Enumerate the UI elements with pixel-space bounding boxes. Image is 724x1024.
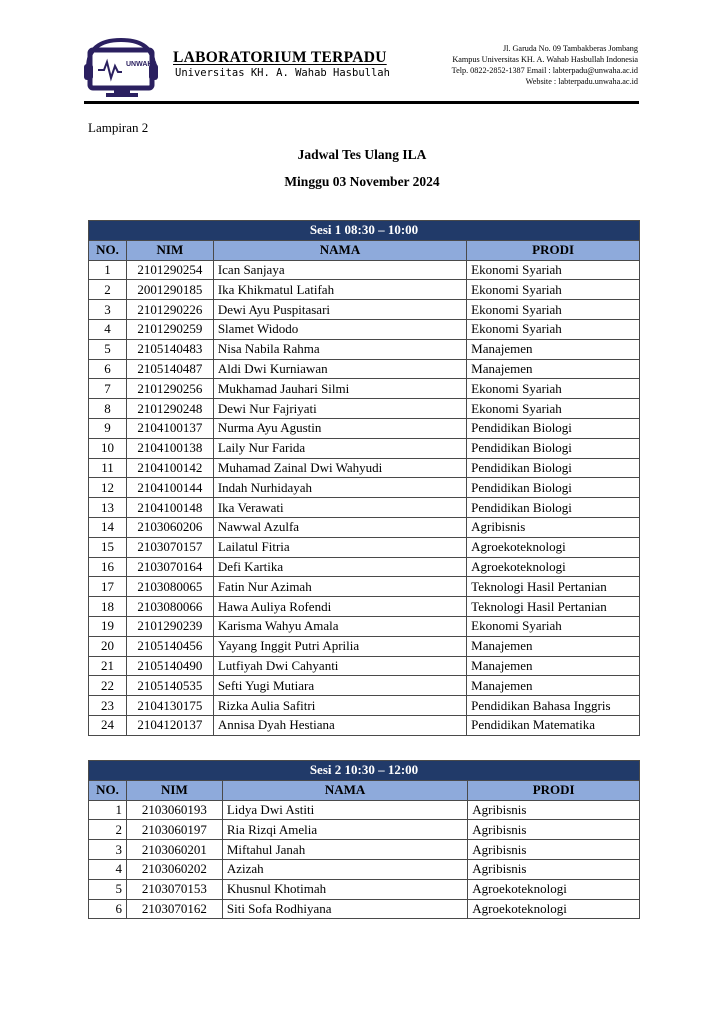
table-row [89, 577, 640, 597]
student-nim: 2103080066 [126, 597, 213, 617]
table-row [89, 399, 640, 419]
student-nim: 2101290259 [126, 319, 213, 339]
study-program: Ekonomi Syariah [467, 260, 640, 280]
student-nim: 2103060193 [126, 800, 222, 820]
table-row [89, 616, 640, 636]
student-name: Indah Nurhidayah [213, 478, 466, 498]
student-name: Nisa Nabila Rahma [213, 339, 466, 359]
column-header-no: NO. [89, 240, 127, 260]
table-row [89, 676, 640, 696]
phone-email-line: Telp. 0822-2852-1387 Email : labterpadu@unwaha.ac.id [451, 66, 638, 75]
student-nim: 2104100144 [126, 478, 213, 498]
row-number: 3 [89, 300, 127, 320]
student-name: Karisma Wahyu Amala [213, 616, 466, 636]
study-program: Ekonomi Syariah [467, 399, 640, 419]
row-number: 17 [89, 577, 127, 597]
contact-block [452, 43, 638, 87]
table-row [89, 260, 640, 280]
study-program: Pendidikan Biologi [467, 438, 640, 458]
student-name: Fatin Nur Azimah [213, 577, 466, 597]
row-number: 4 [89, 319, 127, 339]
study-program: Manajemen [467, 359, 640, 379]
column-header-nama: NAMA [222, 780, 467, 800]
student-name: Ika Verawati [213, 498, 466, 518]
row-number: 7 [89, 379, 127, 399]
table-row [89, 319, 640, 339]
address-line: Jl. Garuda No. 09 Tambakberas Jombang [502, 44, 638, 53]
study-program: Ekonomi Syariah [467, 280, 640, 300]
study-program: Agribisnis [467, 517, 640, 537]
table-row [89, 840, 640, 860]
table-row [89, 280, 640, 300]
row-number: 3 [89, 840, 127, 860]
student-nim: 2103070162 [126, 899, 222, 919]
row-number: 5 [89, 339, 127, 359]
table-row [89, 458, 640, 478]
student-nim: 2104100142 [126, 458, 213, 478]
student-nim: 2001290185 [126, 280, 213, 300]
row-number: 22 [89, 676, 127, 696]
study-program: Ekonomi Syariah [467, 616, 640, 636]
student-nim: 2104120137 [126, 715, 213, 735]
row-number: 2 [89, 280, 127, 300]
session-header: Sesi 1 08:30 – 10:00 [89, 221, 640, 241]
student-name: Nurma Ayu Agustin [213, 418, 466, 438]
document-date: Minggu 03 November 2024 [284, 174, 440, 189]
session-1-rows [89, 260, 640, 735]
student-nim: 2103060201 [126, 840, 222, 860]
row-number: 20 [89, 636, 127, 656]
row-number: 15 [89, 537, 127, 557]
table-row [89, 517, 640, 537]
row-number: 1 [89, 260, 127, 280]
column-header-nim: NIM [126, 780, 222, 800]
student-name: Slamet Widodo [213, 319, 466, 339]
student-name: Lailatul Fitria [213, 537, 466, 557]
session-header: Sesi 2 10:30 – 12:00 [89, 761, 640, 781]
row-number: 6 [89, 899, 127, 919]
row-number: 9 [89, 418, 127, 438]
study-program: Agribisnis [468, 820, 640, 840]
column-header-nim: NIM [126, 240, 213, 260]
column-header-nama: NAMA [213, 240, 466, 260]
column-header-no: NO. [89, 780, 127, 800]
table-row [89, 696, 640, 716]
student-name: Nawwal Azulfa [213, 517, 466, 537]
student-name: Siti Sofa Rodhiyana [222, 899, 467, 919]
student-nim: 2104100138 [126, 438, 213, 458]
table-row [89, 418, 640, 438]
student-name: Dewi Ayu Puspitasari [213, 300, 466, 320]
row-number: 12 [89, 478, 127, 498]
table-row [89, 537, 640, 557]
student-name: Miftahul Janah [222, 840, 467, 860]
row-number: 14 [89, 517, 127, 537]
study-program: Agribisnis [468, 840, 640, 860]
student-name: Ika Khikmatul Latifah [213, 280, 466, 300]
table-row [89, 359, 640, 379]
table-row [89, 636, 640, 656]
letterhead-divider [84, 101, 639, 104]
student-nim: 2103060197 [126, 820, 222, 840]
row-number: 4 [89, 859, 127, 879]
study-program: Pendidikan Biologi [467, 478, 640, 498]
study-program: Manajemen [467, 656, 640, 676]
row-number: 11 [89, 458, 127, 478]
student-nim: 2105140535 [126, 676, 213, 696]
study-program: Teknologi Hasil Pertanian [467, 597, 640, 617]
study-program: Ekonomi Syariah [467, 379, 640, 399]
student-nim: 2105140483 [126, 339, 213, 359]
study-program: Pendidikan Bahasa Inggris [467, 696, 640, 716]
study-program: Agroekoteknologi [467, 537, 640, 557]
student-name: Mukhamad Jauhari Silmi [213, 379, 466, 399]
student-nim: 2101290226 [126, 300, 213, 320]
student-name: Annisa Dyah Hestiana [213, 715, 466, 735]
student-name: Azizah [222, 859, 467, 879]
student-name: Muhamad Zainal Dwi Wahyudi [213, 458, 466, 478]
address-line: Kampus Universitas KH. A. Wahab Hasbullah Indonesia [452, 55, 638, 64]
row-number: 16 [89, 557, 127, 577]
student-nim: 2103070157 [126, 537, 213, 557]
session-2-rows [89, 800, 640, 919]
student-nim: 2103070164 [126, 557, 213, 577]
table-row [89, 300, 640, 320]
student-nim: 2103060206 [126, 517, 213, 537]
student-nim: 2103070153 [126, 879, 222, 899]
session-1-table [88, 220, 640, 736]
student-name: Hawa Auliya Rofendi [213, 597, 466, 617]
logo-text: UNWAHA [126, 61, 158, 68]
study-program: Ekonomi Syariah [467, 300, 640, 320]
table-row [89, 820, 640, 840]
table-row [89, 478, 640, 498]
student-nim: 2101290239 [126, 616, 213, 636]
table-row [89, 339, 640, 359]
student-nim: 2101290256 [126, 379, 213, 399]
table-row [89, 438, 640, 458]
study-program: Teknologi Hasil Pertanian [467, 577, 640, 597]
study-program: Pendidikan Biologi [467, 498, 640, 518]
student-nim: 2105140487 [126, 359, 213, 379]
row-number: 6 [89, 359, 127, 379]
student-name: Ria Rizqi Amelia [222, 820, 467, 840]
table-row [89, 879, 640, 899]
study-program: Pendidikan Biologi [467, 418, 640, 438]
column-header-prodi: PRODI [467, 240, 640, 260]
column-header-prodi: PRODI [468, 780, 640, 800]
study-program: Agribisnis [468, 859, 640, 879]
table-row [89, 656, 640, 676]
student-name: Dewi Nur Fajriyati [213, 399, 466, 419]
row-number: 13 [89, 498, 127, 518]
student-nim: 2105140490 [126, 656, 213, 676]
student-nim: 2105140456 [126, 636, 213, 656]
student-name: Laily Nur Farida [213, 438, 466, 458]
student-nim: 2104130175 [126, 696, 213, 716]
study-program: Manajemen [467, 339, 640, 359]
row-number: 18 [89, 597, 127, 617]
row-number: 24 [89, 715, 127, 735]
student-name: Defi Kartika [213, 557, 466, 577]
table-row [89, 557, 640, 577]
student-nim: 2103060202 [126, 859, 222, 879]
study-program: Manajemen [467, 676, 640, 696]
student-name: Ican Sanjaya [213, 260, 466, 280]
table-row [89, 498, 640, 518]
table-row [89, 859, 640, 879]
session-2-table [88, 760, 640, 919]
study-program: Pendidikan Matematika [467, 715, 640, 735]
student-name: Aldi Dwi Kurniawan [213, 359, 466, 379]
study-program: Agroekoteknologi [468, 879, 640, 899]
student-nim: 2101290248 [126, 399, 213, 419]
study-program: Agroekoteknologi [467, 557, 640, 577]
study-program: Pendidikan Biologi [467, 458, 640, 478]
lab-subtitle: Universitas KH. A. Wahab Hasbullah [175, 67, 390, 79]
row-number: 5 [89, 879, 127, 899]
table-row [89, 899, 640, 919]
laboratory-logo [84, 36, 164, 98]
student-name: Khusnul Khotimah [222, 879, 467, 899]
attachment-label: Lampiran 2 [88, 120, 149, 135]
row-number: 1 [89, 800, 127, 820]
student-nim: 2101290254 [126, 260, 213, 280]
row-number: 10 [89, 438, 127, 458]
table-row [89, 597, 640, 617]
student-name: Sefti Yugi Mutiara [213, 676, 466, 696]
student-name: Lutfiyah Dwi Cahyanti [213, 656, 466, 676]
student-name: Rizka Aulia Safitri [213, 696, 466, 716]
table-row [89, 800, 640, 820]
student-nim: 2104100148 [126, 498, 213, 518]
table-row [89, 715, 640, 735]
table-row [89, 379, 640, 399]
row-number: 2 [89, 820, 127, 840]
lab-title: LABORATORIUM TERPADU [173, 49, 387, 66]
website-line: Website : labterpadu.unwaha.ac.id [525, 77, 638, 86]
study-program: Agroekoteknologi [468, 899, 640, 919]
study-program: Agribisnis [468, 800, 640, 820]
study-program: Ekonomi Syariah [467, 319, 640, 339]
study-program: Manajemen [467, 636, 640, 656]
row-number: 23 [89, 696, 127, 716]
row-number: 8 [89, 399, 127, 419]
student-nim: 2104100137 [126, 418, 213, 438]
row-number: 21 [89, 656, 127, 676]
student-name: Lidya Dwi Astiti [222, 800, 467, 820]
document-title: Jadwal Tes Ulang ILA [297, 147, 427, 162]
row-number: 19 [89, 616, 127, 636]
student-name: Yayang Inggit Putri Aprilia [213, 636, 466, 656]
student-nim: 2103080065 [126, 577, 213, 597]
